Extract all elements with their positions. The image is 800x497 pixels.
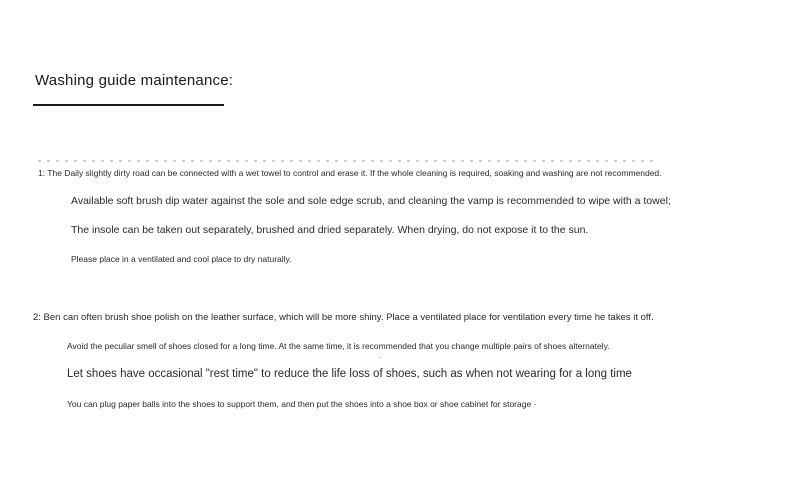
section-1-line-2: The insole can be taken out separately, brushed and dried separately. When drying, do not expose it to the sun. (71, 224, 589, 236)
section-2-line-3: You can plug paper balls into the shoes to support them, and then put the shoes into a shoe box or shoe cabinet for storage · (67, 399, 537, 409)
decorative-divider (38, 160, 658, 162)
section-1-line-1: Available soft brush dip water against the sole and sole edge scrub, and cleaning the vamp is recommended to wipe with a towel; (71, 195, 671, 207)
section-2-line-1: Avoid the peculiar smell of shoes closed for a long time. At the same time, it is recommended that you change multiple pairs of shoes alternately. (67, 341, 610, 351)
section-1-heading: 1: The Daily slightly dirty road can be connected with a wet towel to control and erase it. If the whole cleaning is required, soaking and washing are not recommended. (38, 168, 662, 178)
section-2-line-2: Let shoes have occasional "rest time" to reduce the life loss of shoes, such as when not wearing for a long time (67, 368, 632, 380)
title-underline (33, 104, 224, 106)
section-2-heading: 2: Ben can often brush shoe polish on the leather surface, which will be more shiny. Place a ventilated place for ventilation every time he takes it off. (33, 312, 654, 323)
guide-title: Washing guide maintenance: (35, 72, 234, 89)
stray-dot (380, 357, 381, 358)
section-1-line-3: Please place in a ventilated and cool place to dry naturally. (71, 254, 292, 264)
